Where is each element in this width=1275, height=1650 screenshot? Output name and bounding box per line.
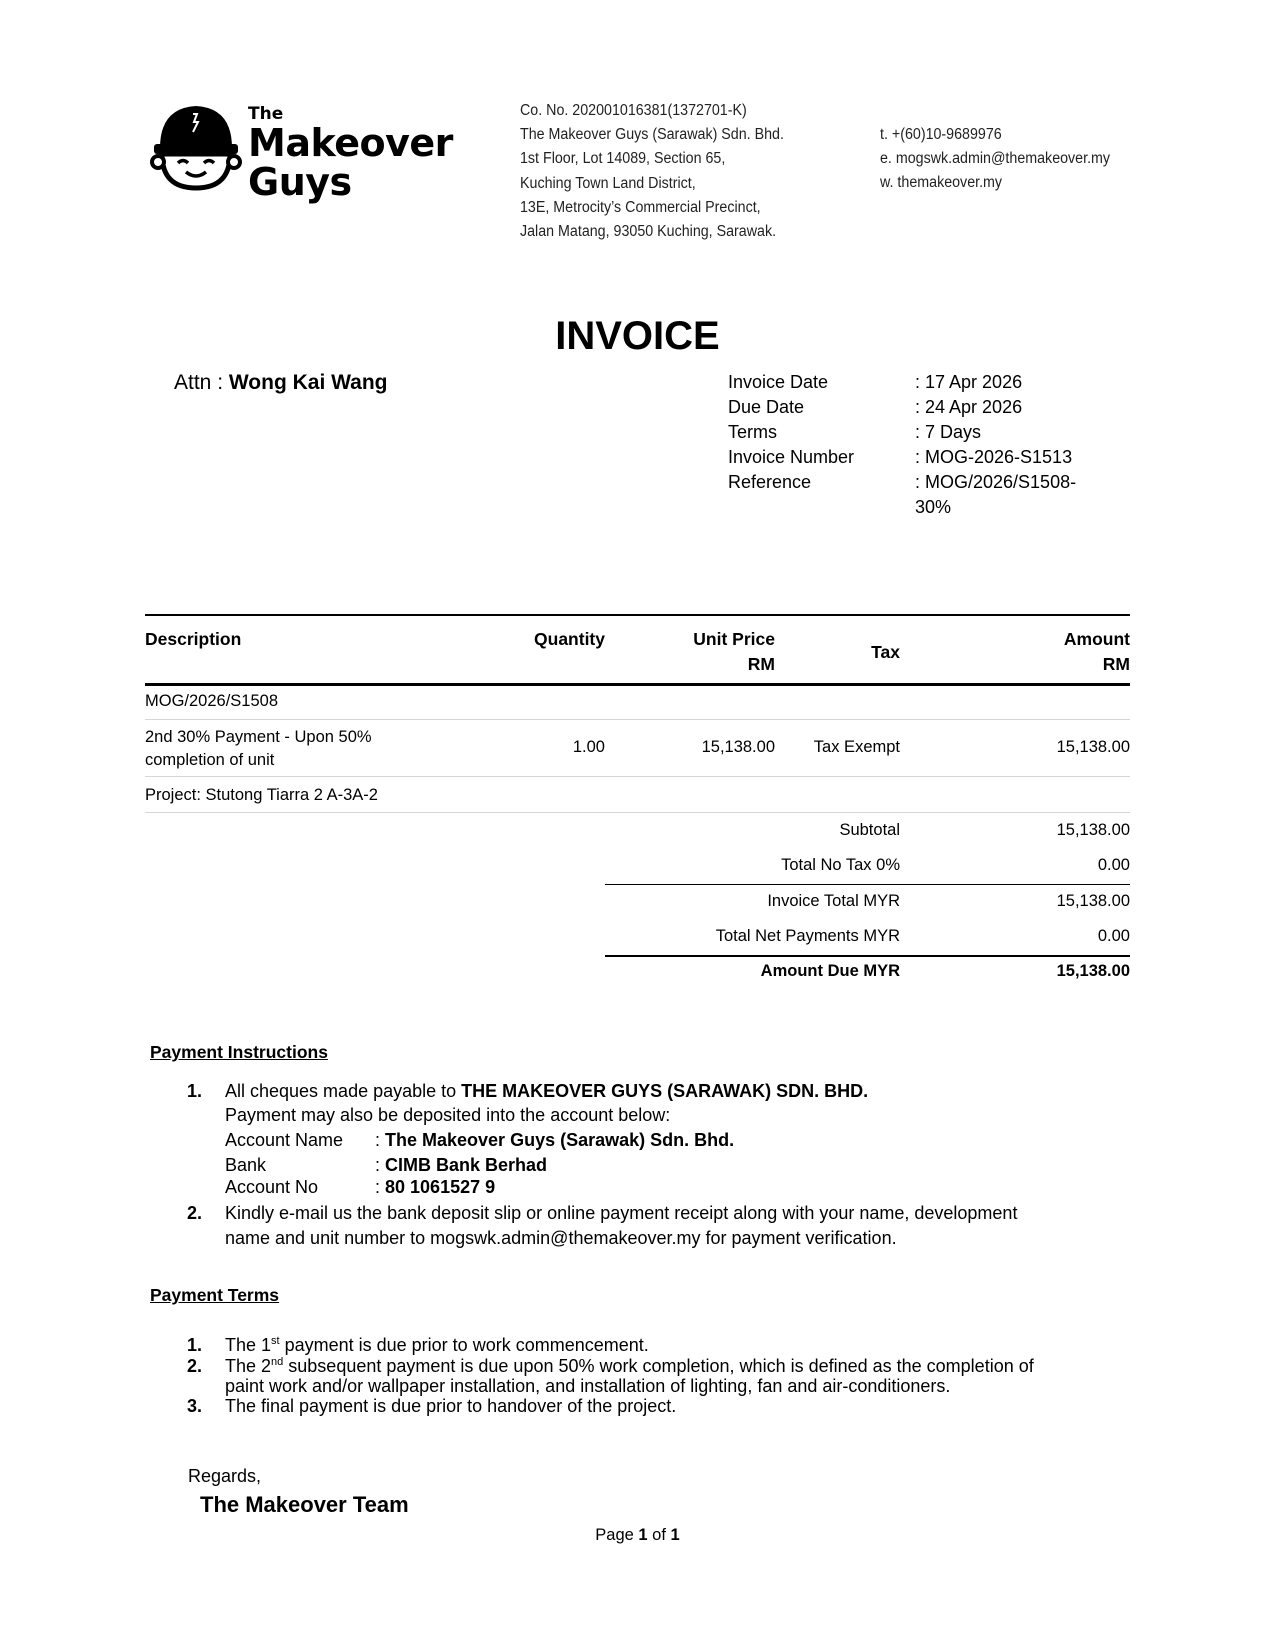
- totals-value: 0.00: [1097, 927, 1130, 945]
- meta-label: Invoice Number: [728, 447, 855, 467]
- invoice-title: INVOICE: [555, 314, 720, 358]
- address-line: 13E, Metrocity’s Commercial Precinct,: [520, 198, 761, 216]
- logo-line-1: Makeover: [248, 121, 453, 165]
- totals-value: 0.00: [1097, 856, 1130, 874]
- attention-line: [174, 371, 388, 395]
- totals-label: Invoice Total MYR: [767, 892, 900, 910]
- instruction-text: Kindly e-mail us the bank deposit slip or online payment receipt along with your name, development: [225, 1203, 1018, 1223]
- row-unit-price: 15,138.00: [701, 738, 775, 756]
- account-number: 80 1061527 9: [385, 1177, 496, 1197]
- address-line: Kuching Town Land District,: [520, 174, 696, 192]
- row-description: MOG/2026/S1508: [145, 692, 278, 710]
- account-no-label: Account No: [225, 1177, 319, 1197]
- ordinal-suffix: nd: [271, 1356, 284, 1368]
- meta-label: Due Date: [728, 397, 805, 417]
- meta-label: Reference: [728, 472, 812, 492]
- col-header-unit-price: Unit Price: [693, 629, 775, 649]
- totals-label: Total Net Payments MYR: [715, 927, 900, 945]
- logo-small-text: The: [248, 104, 284, 124]
- account-no-value: [375, 1175, 495, 1199]
- ordinal-suffix: st: [271, 1335, 280, 1347]
- company-contact: [880, 123, 1110, 196]
- list-number: 3.: [187, 1396, 203, 1416]
- logo-line-2: Guys: [248, 160, 352, 204]
- meta-value: : 24 Apr 2026: [915, 397, 1023, 417]
- address-line: 1st Floor, Lot 14089, Section 65,: [520, 150, 726, 168]
- payment-instructions-heading: Payment Instructions: [150, 1042, 328, 1062]
- list-number: 2.: [187, 1203, 203, 1223]
- row-amount: 15,138.00: [1056, 738, 1130, 756]
- row-divider: [145, 776, 1130, 777]
- instruction-text: [225, 1079, 868, 1103]
- list-number: 1.: [187, 1081, 203, 1101]
- col-header-description: Description: [145, 629, 242, 649]
- amount-due-row: [605, 956, 1130, 989]
- signature-team: The Makeover Team: [200, 1492, 409, 1517]
- instruction-text: Payment may also be deposited into the account below:: [225, 1105, 671, 1125]
- attn-name: Wong Kai Wang: [228, 371, 388, 394]
- row-description: Project: Stutong Tiarra 2 A-3A-2: [145, 786, 378, 804]
- totals-row: [605, 921, 1130, 954]
- row-tax: Tax Exempt: [813, 738, 900, 756]
- bank-label: Bank: [225, 1155, 267, 1175]
- colon: :: [375, 1177, 386, 1197]
- row-description: 2nd 30% Payment - Upon 50% completion of unit: [145, 728, 372, 769]
- totals-row: [605, 850, 1130, 883]
- totals-divider: [605, 884, 1130, 885]
- contact-phone: t. +(60)10-9689976: [880, 126, 1002, 143]
- invoice-meta: [728, 370, 1095, 520]
- meta-row: [728, 470, 1095, 520]
- totals-label: Total No Tax 0%: [781, 856, 900, 874]
- regards-text: Regards,: [188, 1466, 262, 1486]
- page-of: of: [647, 1526, 671, 1544]
- payee-name: THE MAKEOVER GUYS (SARAWAK) SDN. BHD.: [461, 1081, 869, 1101]
- col-header-amount: Amount: [1063, 629, 1130, 649]
- totals-label: Subtotal: [839, 821, 900, 839]
- attn-label: Attn :: [174, 371, 229, 394]
- bank-name: CIMB Bank Berhad: [385, 1155, 548, 1175]
- contact-website: w. themakeover.my: [880, 174, 1003, 192]
- contact-email: e. mogswk.admin@themakeover.my: [880, 150, 1111, 168]
- term-text-part: The 2: [225, 1356, 272, 1376]
- totals-value: 15,138.00: [1056, 821, 1130, 839]
- page-number: [0, 1526, 1275, 1545]
- list-number: 1.: [187, 1335, 203, 1355]
- address-line: The Makeover Guys (Sarawak) Sdn. Bhd.: [520, 126, 784, 144]
- term-text: The final payment is due prior to handover of the project.: [225, 1396, 677, 1416]
- table-top-rule: [145, 614, 1130, 616]
- meta-value: : MOG-2026-S1513: [915, 447, 1073, 467]
- row-divider: [145, 812, 1130, 813]
- col-header-unit-price-unit: RM: [747, 654, 775, 674]
- bank-value: [375, 1153, 547, 1177]
- address-line: Co. No. 202001016381(1372701-K): [520, 102, 747, 119]
- totals-row: [605, 815, 1130, 848]
- colon: :: [375, 1130, 386, 1150]
- account-name-value: [375, 1128, 734, 1152]
- page-total: 1: [670, 1526, 680, 1544]
- meta-label: Invoice Date: [728, 372, 829, 392]
- totals-row: [605, 886, 1130, 919]
- col-header-amount-unit: RM: [1102, 654, 1130, 674]
- col-header-tax: Tax: [871, 642, 900, 662]
- company-address: [520, 99, 784, 244]
- page-prefix: Page: [595, 1526, 639, 1544]
- list-number: 2.: [187, 1356, 203, 1376]
- meta-row: [728, 395, 1095, 420]
- company-logo: [150, 100, 453, 204]
- instruction-text-part: All cheques made payable to: [225, 1081, 462, 1101]
- meta-value: : 7 Days: [915, 422, 982, 442]
- row-quantity: 1.00: [572, 738, 605, 756]
- payment-terms-heading: Payment Terms: [150, 1285, 280, 1305]
- totals-value: 15,138.00: [1056, 962, 1130, 980]
- term-text: paint work and/or wallpaper installation, and installation of lighting, fan and air-conditioners.: [225, 1376, 951, 1396]
- meta-row: [728, 370, 1095, 395]
- meta-row: [728, 420, 1095, 445]
- term-text-part: payment is due prior to work commencement.: [279, 1335, 649, 1355]
- page-current: 1: [638, 1526, 648, 1544]
- mascot-icon: [150, 100, 242, 192]
- account-name-label: Account Name: [225, 1130, 344, 1150]
- term-text-part: The 1: [225, 1335, 272, 1355]
- meta-row: [728, 445, 1095, 470]
- term-text-part: subsequent payment is due upon 50% work completion, which is defined as the completion of: [283, 1356, 1034, 1376]
- address-line: Jalan Matang, 93050 Kuching, Sarawak.: [520, 223, 777, 241]
- header-bottom-rule: [145, 683, 1130, 686]
- col-header-quantity: Quantity: [534, 629, 605, 649]
- meta-value: : 17 Apr 2026: [915, 372, 1023, 392]
- instruction-text: name and unit number to mogswk.admin@themakeover.my for payment verification.: [225, 1228, 897, 1248]
- meta-value: : MOG/2026/S1508-30%: [915, 472, 1077, 517]
- account-name: The Makeover Guys (Sarawak) Sdn. Bhd.: [385, 1130, 735, 1150]
- colon: :: [375, 1155, 386, 1175]
- meta-label: Terms: [728, 422, 777, 442]
- totals-label: Amount Due MYR: [760, 962, 900, 980]
- totals-value: 15,138.00: [1056, 892, 1130, 910]
- row-divider: [145, 719, 1130, 720]
